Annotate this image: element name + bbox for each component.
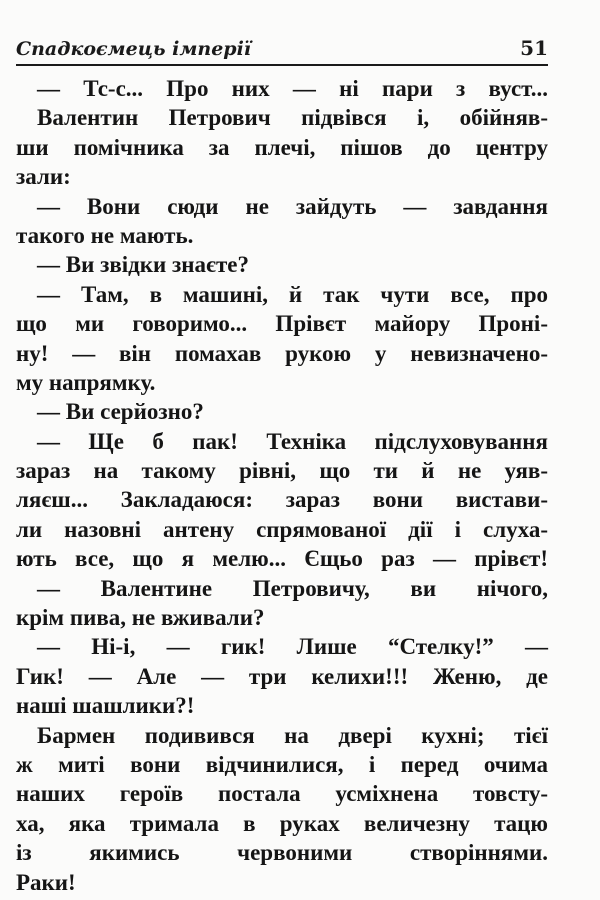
running-title: Спадкоємець імперії	[16, 38, 252, 60]
text-line: — Ви звідки знаєте?	[37, 252, 249, 278]
text-line: — Ви серйозно?	[37, 399, 204, 425]
text-line: із якимись червоними створіннями.	[16, 840, 548, 866]
text-line: ши помічника за плечі, пішов до центру	[16, 134, 548, 160]
text-line: — Ще б пак! Техніка підслуховування	[37, 428, 548, 454]
text-line: — Тс-с... Про них — ні пари з вуст...	[37, 76, 548, 101]
text-line: наших героїв постала усміхнена товсту-	[16, 781, 548, 807]
text-line: що ми говоримо... Прівєт майору Проні-	[16, 311, 548, 337]
text-line: зараз на такому рівні, що ти й не уяв-	[16, 458, 548, 484]
text-line: Гик! — Але — три келихи!!! Женю, де	[16, 663, 548, 689]
text-line: — Там, в машині, й так чути все, про	[37, 281, 548, 307]
text-line: — Валентине Петровичу, ви нічого,	[37, 575, 548, 601]
page-header	[16, 28, 548, 66]
text-line: ляєш... Закладаюся: зараз вони вистави-	[16, 487, 548, 513]
text-line: ха, яка тримала в руках величезну тацю	[16, 810, 548, 836]
text-line: — Ні-і, — гик! Лише “Стелку!” —	[37, 634, 548, 660]
page-number: 51	[520, 36, 548, 60]
text-line: наші шашлики?!	[16, 693, 195, 719]
text-line: — Вони сюди не зайдуть — завдання	[37, 193, 548, 219]
text-line: му напрямку.	[16, 369, 156, 395]
text-line: ну! — він помахав рукою у невизначено-	[16, 340, 548, 366]
text-line: крім пива, не вживали?	[16, 605, 265, 631]
text-line: Валентин Петрович підвівся і, обійняв-	[37, 105, 548, 131]
text-line: такого не мають.	[16, 222, 194, 248]
body-text	[16, 74, 548, 897]
text-line: ють все, що я мелю... Єщьо раз — прівєт!	[16, 546, 548, 572]
text-line: зали:	[16, 164, 71, 190]
text-line: Раки!	[16, 869, 76, 895]
text-line: ж миті вони відчинилися, і перед очима	[16, 751, 548, 777]
text-line: Бармен подивився на двері кухні; тієї	[37, 722, 548, 748]
text-line: ли назовні антену спрямованої дії і слуха-	[16, 516, 548, 542]
